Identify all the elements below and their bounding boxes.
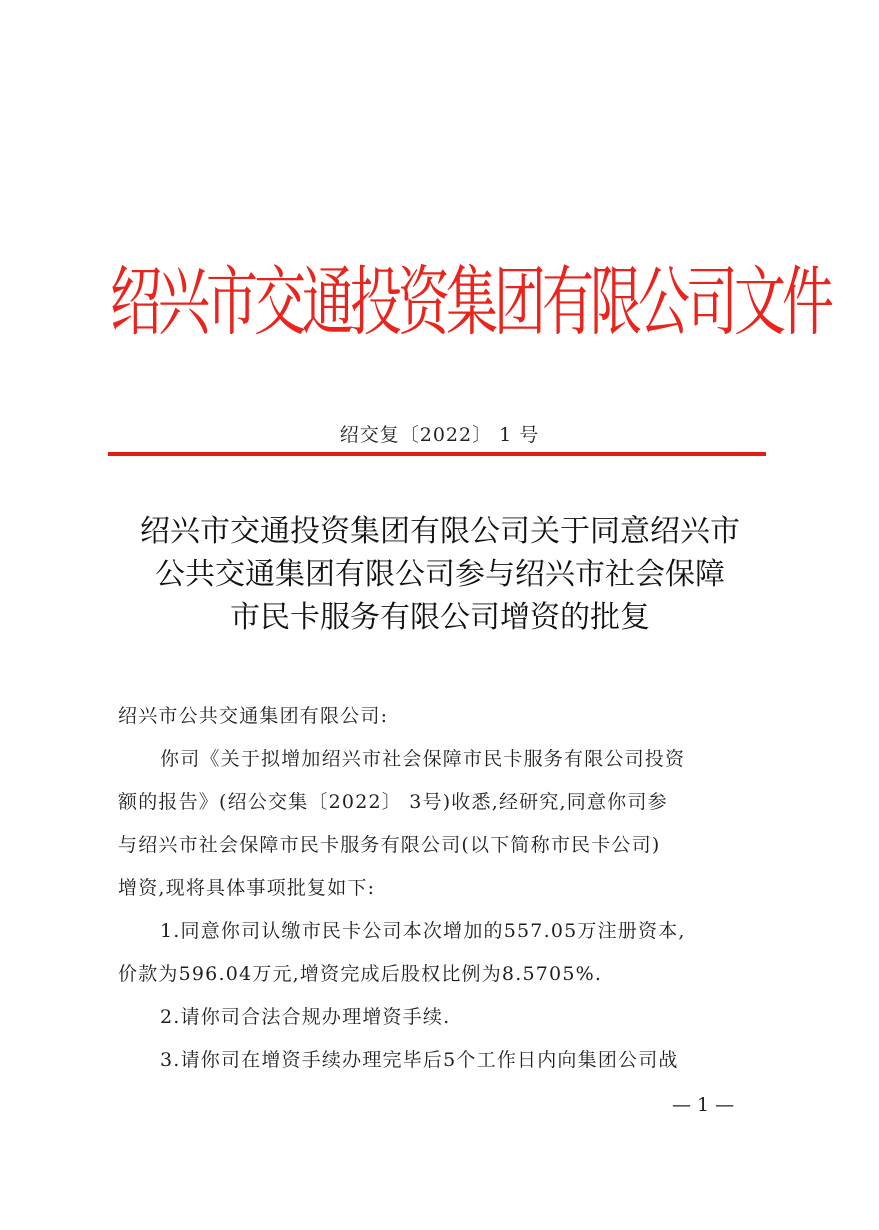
page-number: — 1 —	[672, 1094, 735, 1116]
body-line: 与绍兴市社会保障市民卡服务有限公司(以下简称市民卡公司)	[118, 834, 661, 856]
title-line: 公共交通集团有限公司参与绍兴市社会保障	[155, 557, 725, 592]
addressee: 绍兴市公共交通集团有限公司:	[118, 705, 389, 727]
body-line: 你司《关于拟增加绍兴市社会保障市民卡服务有限公司投资	[160, 748, 686, 770]
body-line: 价款为596.04万元,增资完成后股权比例为8.5705%.	[118, 963, 603, 985]
body-line: 增资,现将具体事项批复如下:	[118, 877, 376, 899]
document-body	[118, 695, 758, 1082]
body-line: 3.请你司在增资手续办理完毕后5个工作日内向集团公司战	[160, 1049, 679, 1071]
title-line: 市民卡服务有限公司增资的批复	[230, 600, 650, 635]
body-line: 2.请你司合法合规办理增资手续.	[160, 1006, 451, 1028]
document-title	[110, 510, 770, 639]
body-line: 额的报告》(绍公交集〔2022〕 3号)收悉,经研究,同意你司参	[118, 791, 668, 813]
document-number: 绍交复〔2022〕 1 号	[339, 424, 540, 446]
red-divider-line	[108, 452, 766, 456]
title-line: 绍兴市交通投资集团有限公司关于同意绍兴市	[140, 514, 740, 549]
body-line: 1.同意你司认缴市民卡公司本次增加的557.05万注册资本,	[160, 920, 686, 942]
issuer-file-header: 绍兴市交通投资集团有限公司文件	[110, 259, 831, 347]
